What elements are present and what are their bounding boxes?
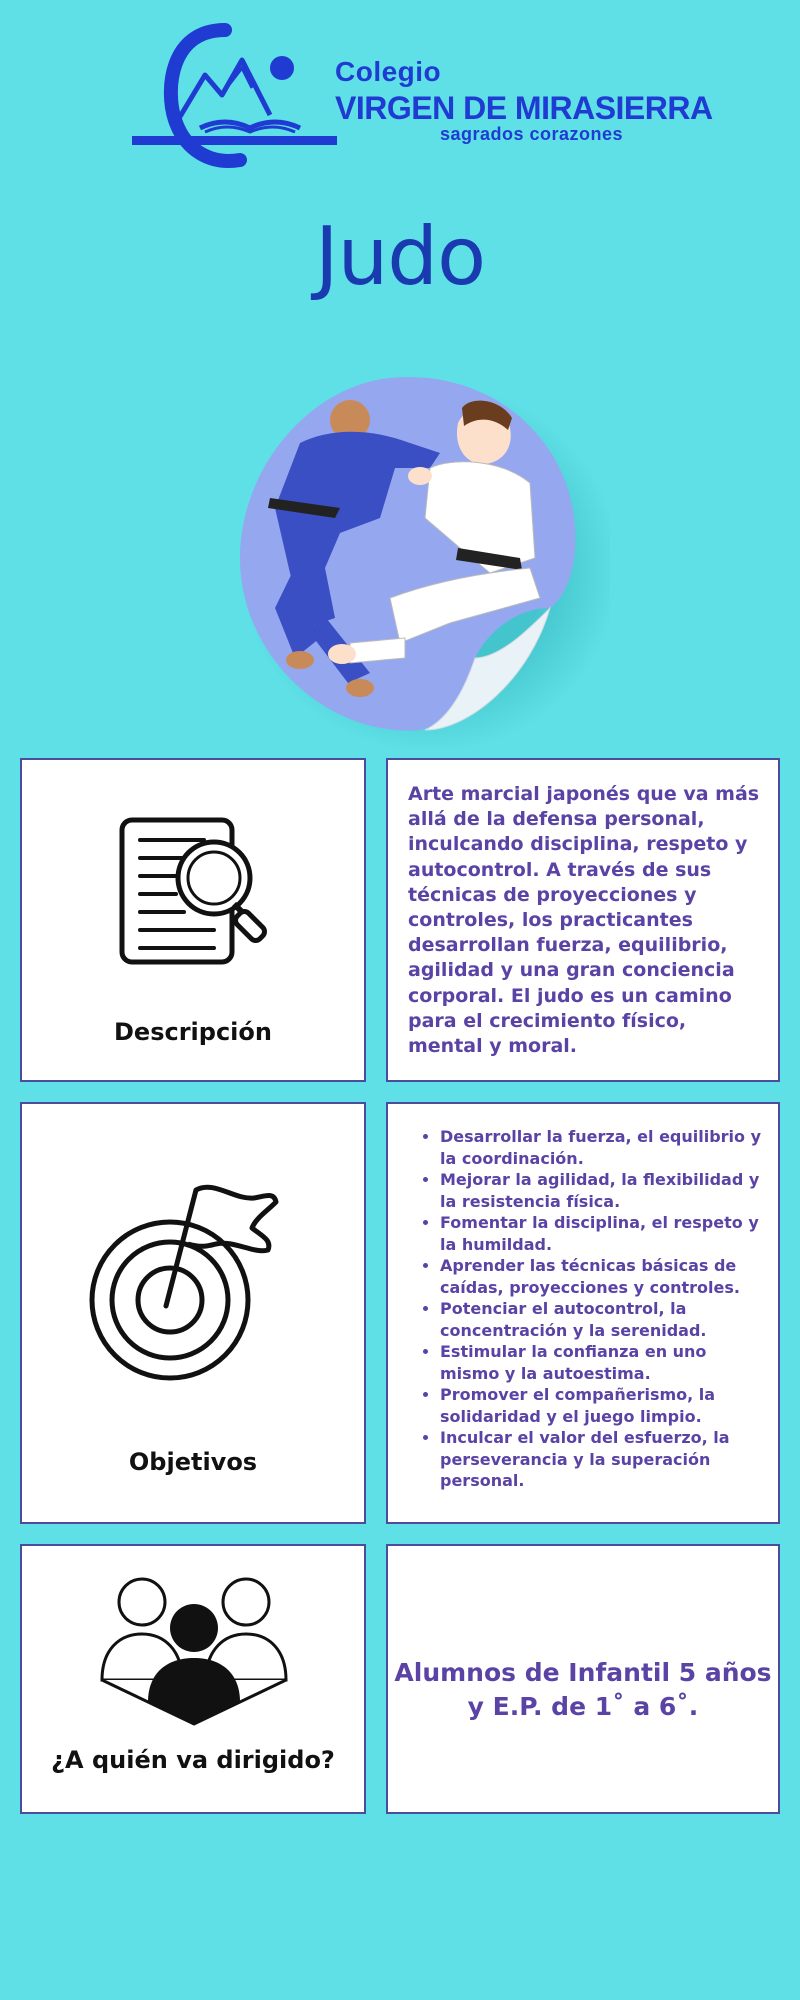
document-search-icon — [104, 812, 284, 972]
target-flag-icon — [84, 1180, 284, 1390]
objectives-item: • Desarrollar la fuerza, el equilibrio y la coordinación. — [440, 1126, 766, 1169]
description-label: Descripción — [114, 1018, 272, 1046]
objectives-label: Objetivos — [128, 1448, 258, 1476]
audience-text-card — [386, 1544, 780, 1814]
objectives-text-card — [386, 1102, 780, 1524]
audience-text: Alumnos de Infantil 5 años y E.P. de 1˚ a 6˚. — [394, 1658, 772, 1721]
objectives-item: • Estimular la confianza en uno mismo y la autoestima. — [440, 1341, 766, 1384]
logo-line-school-name: VIRGEN DE MIRASIERRA — [335, 90, 713, 126]
school-crest-icon — [130, 20, 340, 170]
audience-icon-card — [20, 1544, 366, 1814]
objectives-item: • Fomentar la disciplina, el respeto y la humildad. — [440, 1212, 766, 1255]
objectives-item: • Promover el compañerismo, la solidaridad y el juego limpio. — [440, 1384, 766, 1427]
logo-line-colegio: Colegio — [335, 56, 442, 87]
objectives-item: • Aprender las técnicas básicas de caídas, proyecciones y controles. — [440, 1255, 766, 1298]
audience-label: ¿A quién va dirigido? — [51, 1746, 335, 1774]
objectives-icon-card — [20, 1102, 366, 1524]
description-text-card — [386, 758, 780, 1082]
objectives-item: • Potenciar el autocontrol, la concentración y la serenidad. — [440, 1298, 766, 1341]
school-logo — [130, 20, 713, 170]
objectives-item: • Inculcar el valor del esfuerzo, la perseverancia y la superación personal. — [440, 1427, 766, 1492]
judo-sticker-image — [230, 358, 610, 748]
objectives-item: • Mejorar la agilidad, la flexibilidad y la resistencia física. — [440, 1169, 766, 1212]
description-text: Arte marcial japonés que va más allá de la defensa personal, inculcando disciplina, respeto y autocontrol. A través de sus técnicas de proyecciones y controles, los practicantes desarrollan fuerza, equilibrio, agilidad y una gran conciencia corporal. El judo es un camino para el crecimiento físico, mental y moral. — [408, 783, 760, 1058]
logo-line-subtitle: sagrados corazones — [440, 124, 624, 144]
objectives-list — [416, 1126, 766, 1492]
page-title: Judo — [314, 210, 486, 303]
description-icon-card — [20, 758, 366, 1082]
group-people-icon — [94, 1576, 294, 1726]
